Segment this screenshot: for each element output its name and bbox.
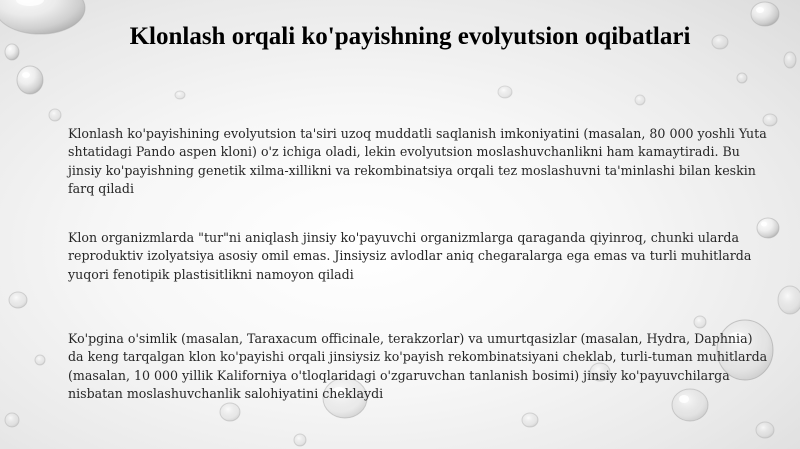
- paragraph-1: Klonlash ko'payishining evolyutsion ta'siri uzoq muddatli saqlanish imkoniyatini (masalan, 80 000 yoshli Yuta shtatidagi Pando aspen kloni) o'z ichiga oladi, lekin evolyutsion moslashuvchanlikni ham kamaytiradi. Bu jinsiy ko'payishning genetik xilma-xillikni va rekombinatsiya orqali tez moslashuvni ta'minlashi bilan keskin farq qiladi: [68, 126, 767, 197]
- slide-title: Klonlash orqali ko'payishning evolyutsion oqibatlari: [129, 23, 691, 50]
- drop-group-top-left: [0, 0, 85, 121]
- paragraph-2: Klon organizmlarda "tur"ni aniqlash jinsiy ko'payuvchi organizmlarga qaraganda qiyinroq, chunki ularda reproduktiv izolyatsiya asosiy omil emas. Jinsiysiz avlodlar aniq chegaralarga ega emas va turli muhitlarda yuqori fenotipik plastisitlikni namoyon qiladi: [68, 230, 752, 282]
- drop-group-middle: [175, 86, 645, 105]
- paragraph-3: Ko'pgina o'simlik (masalan, Taraxacum officinale, terakzorlar) va umurtqasizlar (masalan, Hydra, Daphnia) da keng tarqalgan klon ko'payishi orqali jinsiysiz ko'payish rekombinatsiyani cheklab, turli-tuman muhitlarda (masalan, 10 000 yillik Kaliforniya o'tloqlaridagi o'zgaruvchan tanlanish bosimi) jinsiy ko'payuvchilarga nisbatan moslashuvchanlik salohiyatini cheklaydi: [68, 331, 768, 402]
- drop-group-left: [5, 292, 45, 427]
